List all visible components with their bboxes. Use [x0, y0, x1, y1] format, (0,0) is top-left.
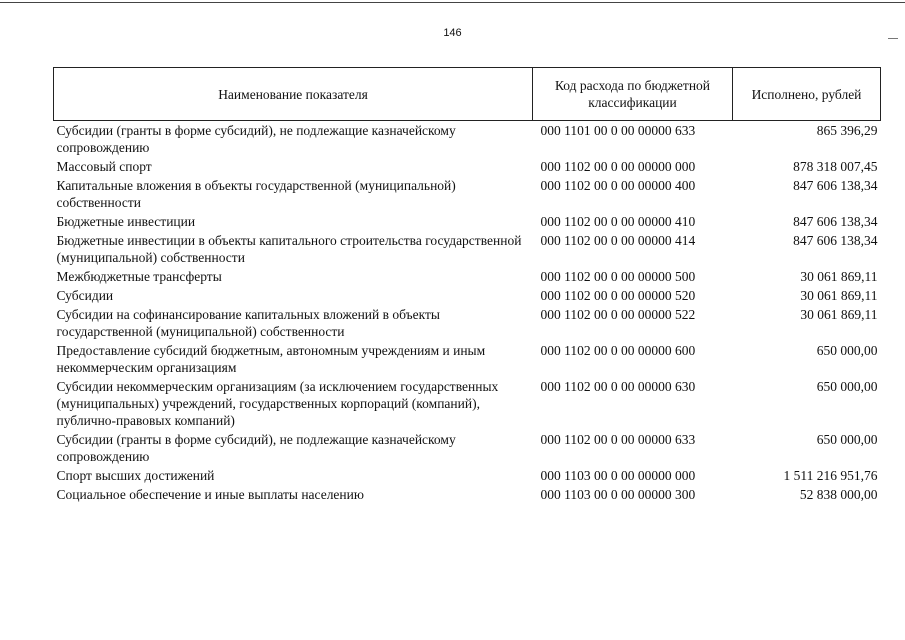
table-row — [54, 176, 881, 212]
row-amount: 650 000,00 — [816, 379, 878, 394]
row-code: 000 1102 00 0 00 00000 500 — [540, 269, 696, 284]
row-amount: 847 606 138,34 — [793, 178, 878, 193]
row-amount: 30 061 869,11 — [800, 307, 878, 322]
row-amount: 865 396,29 — [816, 123, 878, 138]
table-header — [54, 68, 881, 121]
expenditure-table — [53, 67, 881, 504]
row-code: 000 1102 00 0 00 00000 410 — [540, 214, 696, 229]
row-name: Субсидии (гранты в форме субсидий), не подлежащие казначейскому сопровождению — [56, 432, 456, 464]
row-name: Массовый спорт — [56, 159, 152, 174]
row-code: 000 1103 00 0 00 00000 000 — [540, 468, 696, 483]
row-name: Субсидии — [56, 288, 114, 303]
row-amount: 847 606 138,34 — [793, 214, 878, 229]
table-row — [54, 377, 881, 430]
row-code: 000 1102 00 0 00 00000 414 — [540, 233, 696, 248]
table-row — [54, 267, 881, 286]
header-name: Наименование показателя — [54, 68, 533, 121]
table-row — [54, 305, 881, 341]
row-code: 000 1103 00 0 00 00000 300 — [540, 487, 696, 502]
row-name: Субсидии на софинансирование капитальных вложений в объекты государственной (муниципальной) собственности — [56, 307, 440, 339]
row-amount: 847 606 138,34 — [793, 233, 878, 248]
row-code: 000 1102 00 0 00 00000 400 — [540, 178, 696, 193]
row-amount: 878 318 007,45 — [793, 159, 878, 174]
row-code: 000 1102 00 0 00 00000 000 — [540, 159, 696, 174]
row-name: Бюджетные инвестиции в объекты капитального строительства государственной (муниципальной) собственности — [56, 233, 522, 265]
row-code: 000 1102 00 0 00 00000 520 — [540, 288, 696, 303]
row-name: Капитальные вложения в объекты государственной (муниципальной) собственности — [56, 178, 456, 210]
row-code: 000 1102 00 0 00 00000 630 — [540, 379, 696, 394]
row-amount: 30 061 869,11 — [800, 288, 878, 303]
row-name: Спорт высших достижений — [56, 468, 215, 483]
table-row — [54, 341, 881, 377]
header-code: Код расхода по бюджетной классификации — [533, 68, 733, 121]
table-row — [54, 466, 881, 485]
table-row — [54, 430, 881, 466]
row-amount: 650 000,00 — [816, 343, 878, 358]
table-row — [54, 485, 881, 504]
table-row — [54, 212, 881, 231]
table-row — [54, 157, 881, 176]
header-amount: Исполнено, рублей — [733, 68, 881, 121]
row-code: 000 1102 00 0 00 00000 522 — [540, 307, 696, 322]
row-code: 000 1101 00 0 00 00000 633 — [540, 123, 696, 138]
table-row — [54, 121, 881, 158]
table-body — [54, 121, 881, 505]
header-row — [54, 68, 881, 121]
table-row — [54, 231, 881, 267]
page-top-border — [0, 2, 905, 3]
row-name: Предоставление субсидий бюджетным, автономным учреждениям и иным некоммерческим организациям — [56, 343, 486, 375]
row-name: Субсидии некоммерческим организациям (за исключением государственных (муниципальных) учреждений, государственных корпораций (компаний), публично-правовых компаний) — [56, 379, 499, 428]
row-name: Субсидии (гранты в форме субсидий), не подлежащие казначейскому сопровождению — [56, 123, 456, 155]
row-amount: 52 838 000,00 — [799, 487, 878, 502]
row-name: Межбюджетные трансферты — [56, 269, 222, 284]
row-amount: 1 511 216 951,76 — [783, 468, 878, 483]
row-name: Бюджетные инвестиции — [56, 214, 196, 229]
row-code: 000 1102 00 0 00 00000 600 — [540, 343, 696, 358]
row-amount: 30 061 869,11 — [800, 269, 878, 284]
row-code: 000 1102 00 0 00 00000 633 — [540, 432, 696, 447]
table-row — [54, 286, 881, 305]
page-number: 146 — [443, 27, 462, 39]
row-amount: 650 000,00 — [816, 432, 878, 447]
row-name: Социальное обеспечение и иные выплаты населению — [56, 487, 364, 502]
